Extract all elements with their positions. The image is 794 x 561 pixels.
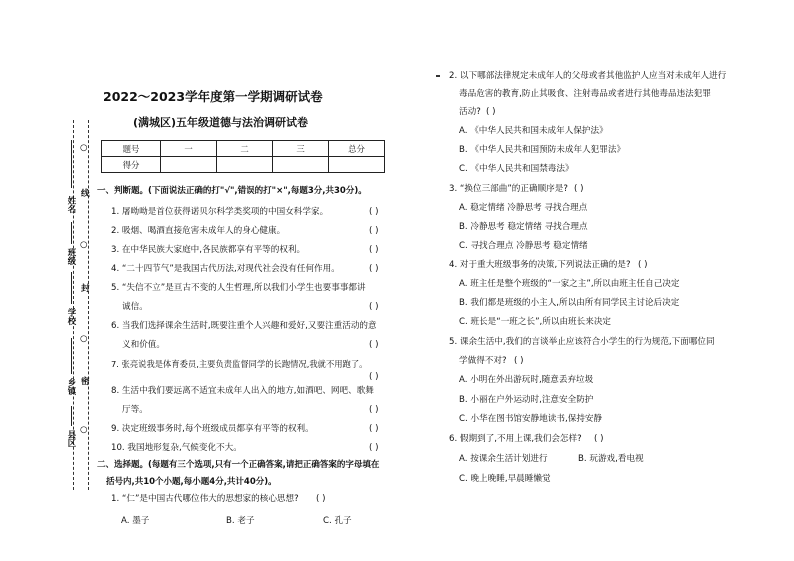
choice-q4-option-a[interactable]: A. 班主任是整个班级的“一家之主”,所以由班主任自己决定 bbox=[459, 279, 680, 289]
binding-dashed-line-inner bbox=[88, 120, 89, 490]
score-table-header: 总分 bbox=[329, 141, 385, 157]
judge-item-8: 8. 生活中我们要远离不适宜未成年人出入的地方,如酒吧、网吧、歌舞 bbox=[111, 386, 374, 396]
choice-q1-option-c[interactable]: C. 孔子 bbox=[323, 516, 352, 526]
answer-paren-3[interactable]: ( ) bbox=[369, 245, 379, 255]
answer-paren-4[interactable]: ( ) bbox=[369, 264, 379, 274]
score-table-header: 二 bbox=[217, 141, 273, 157]
binding-circle-1: ○ bbox=[80, 143, 88, 153]
section2-heading-cont: 括号内,共10个小题,每小题4分,共计40分)。 bbox=[106, 477, 277, 487]
binding-label-school: 学校 bbox=[67, 308, 77, 325]
choice-q5-option-b[interactable]: B. 小丽在户外运动时,注意安全防护 bbox=[459, 395, 594, 405]
judge-item-6: 6. 当我们选择课余生活时,既要注重个人兴趣和爱好,又要注重活动的意 bbox=[111, 321, 377, 331]
answer-paren-7[interactable]: ( ) bbox=[369, 372, 379, 382]
binding-symbol-line: 线 bbox=[81, 189, 90, 199]
name-fill-line bbox=[71, 140, 72, 188]
choice-q3-option-b[interactable]: B. 冷静思考 稳定情绪 寻找合理点 bbox=[459, 222, 588, 232]
answer-paren-8[interactable]: ( ) bbox=[369, 405, 379, 415]
choice-q3-paren[interactable]: ( ) bbox=[574, 184, 584, 194]
school-fill-line bbox=[71, 272, 72, 304]
score-cell[interactable] bbox=[273, 157, 329, 173]
score-table bbox=[101, 140, 385, 173]
answer-paren-10[interactable]: ( ) bbox=[369, 443, 379, 453]
choice-q5: 5. 课余生活中,我们的言谈举止应该符合小学生的行为规范,下面哪位同 bbox=[449, 337, 715, 347]
choice-q1-option-b[interactable]: B. 老子 bbox=[226, 516, 255, 526]
class-fill-line bbox=[71, 222, 72, 244]
judge-item-7: 7. 张亮说我是体育委员,主要负责监督同学的长跑情况,我就不用跑了。 bbox=[111, 359, 368, 369]
judge-item-9: 9. 决定班级事务时,每个班级成员都享有平等的权利。 bbox=[111, 424, 314, 434]
judge-item-5: 5. “失信不立”是亘古不变的人生哲理,所以我们小学生也要事事都讲 bbox=[111, 283, 366, 293]
judge-item-3: 3. 在中华民族大家庭中,各民族都享有平等的权利。 bbox=[111, 245, 306, 255]
choice-q1: 1. “仁”是中国古代哪位伟大的思想家的核心思想? bbox=[111, 494, 299, 504]
binding-circle-2: ○ bbox=[80, 240, 88, 250]
score-row-label: 得分 bbox=[102, 157, 161, 173]
score-cell[interactable] bbox=[329, 157, 385, 173]
score-table-header-row bbox=[102, 141, 385, 157]
judge-item-2: 2. 吸烟、喝酒直接危害未成年人的身心健康。 bbox=[111, 226, 286, 236]
choice-q5-option-c[interactable]: C. 小华在图书馆安静地读书,保持安静 bbox=[459, 414, 603, 424]
choice-q3: 3. “换位三部曲”的正确顺序是? bbox=[449, 184, 568, 194]
judge-item-4: 4. “二十四节气”是我国古代历法,对现代社会没有任何作用。 bbox=[111, 264, 340, 274]
choice-q6: 6. 假期到了,不用上课,我们会怎样? bbox=[449, 434, 582, 444]
binding-label-name: 姓名 bbox=[67, 196, 77, 213]
answer-paren-2[interactable]: ( ) bbox=[369, 226, 379, 236]
scan-mark bbox=[436, 75, 440, 77]
answer-paren-1[interactable]: ( ) bbox=[369, 207, 379, 217]
answer-paren-5[interactable]: ( ) bbox=[369, 302, 379, 312]
binding-label-class: 班级 bbox=[67, 248, 77, 265]
judge-item-1: 1. 屠呦呦是首位获得诺贝尔科学类奖项的中国女科学家。 bbox=[111, 207, 329, 217]
choice-q1-paren[interactable]: ( ) bbox=[316, 494, 326, 504]
choice-q4: 4. 对于重大班级事务的决策,下列说法正确的是? bbox=[449, 260, 631, 270]
answer-paren-6[interactable]: ( ) bbox=[369, 340, 379, 350]
choice-q2-cont-1: 毒品危害的教育,防止其吸食、注射毒品或者进行其他毒品违法犯罪 bbox=[459, 89, 711, 99]
score-table-header: 一 bbox=[161, 141, 217, 157]
binding-label-town: 乡镇 bbox=[67, 378, 77, 395]
binding-label-county: 县区 bbox=[67, 430, 77, 447]
binding-circle-4: ○ bbox=[80, 425, 88, 435]
choice-q2-paren[interactable]: ( ) bbox=[486, 107, 496, 117]
county-fill-line bbox=[71, 406, 72, 426]
judge-item-6-cont: 义和价值。 bbox=[122, 340, 165, 350]
answer-paren-9[interactable]: ( ) bbox=[369, 424, 379, 434]
score-table-score-row bbox=[102, 157, 385, 173]
choice-q3-option-c[interactable]: C. 寻找合理点 冷静思考 稳定情绪 bbox=[459, 241, 588, 251]
town-fill-line bbox=[71, 338, 72, 374]
choice-q2: 2. 以下哪部法律规定未成年人的父母或者其他监护人应当对未成年人进行 bbox=[449, 71, 727, 81]
choice-q1-option-a[interactable]: A. 墨子 bbox=[121, 516, 150, 526]
choice-q2-option-c[interactable]: C. 《中华人民共和国禁毒法》 bbox=[459, 164, 574, 174]
choice-q3-option-a[interactable]: A. 稳定情绪 冷静思考 寻找合理点 bbox=[459, 203, 588, 213]
choice-q4-option-c[interactable]: C. 班长是“一班之长”,所以由班长来决定 bbox=[459, 317, 612, 327]
choice-q6-option-b[interactable]: B. 玩游戏,看电视 bbox=[578, 454, 644, 464]
choice-q2-option-b[interactable]: B. 《中华人民共和国预防未成年人犯罪法》 bbox=[459, 145, 626, 155]
binding-symbol-secret: 密 bbox=[81, 377, 90, 387]
choice-q2-cont-2: 活动? bbox=[459, 107, 481, 117]
choice-q5-option-a[interactable]: A. 小明在外出游玩时,随意丢弃垃圾 bbox=[459, 375, 594, 385]
choice-q4-paren[interactable]: ( ) bbox=[638, 260, 648, 270]
score-table-header: 三 bbox=[273, 141, 329, 157]
score-cell[interactable] bbox=[217, 157, 273, 173]
choice-q5-paren[interactable]: ( ) bbox=[514, 356, 524, 366]
score-table-header: 题号 bbox=[102, 141, 161, 157]
section1-heading: 一、判断题。(下面说法正确的打"√",错误的打"×",每题3分,共30分)。 bbox=[97, 186, 367, 196]
binding-circle-3: ○ bbox=[80, 334, 88, 344]
exam-subtitle: (满城区)五年级道德与法治调研试卷 bbox=[133, 116, 309, 129]
choice-q4-option-b[interactable]: B. 我们都是班级的小主人,所以由所有同学民主讨论后决定 bbox=[459, 298, 680, 308]
choice-q5-cont: 学做得不对? bbox=[459, 356, 507, 366]
choice-q2-option-a[interactable]: A. 《中华人民共和国未成年人保护法》 bbox=[459, 126, 608, 136]
binding-symbol-seal: 封 bbox=[81, 284, 90, 294]
judge-item-10: 10. 我国地形复杂,气候变化不大。 bbox=[111, 443, 242, 453]
judge-item-5-cont: 诚信。 bbox=[122, 302, 148, 312]
choice-q6-paren[interactable]: ( ) bbox=[594, 434, 604, 444]
choice-q6-option-c[interactable]: C. 晚上晚睡,早晨睡懒觉 bbox=[459, 474, 551, 484]
score-cell[interactable] bbox=[161, 157, 217, 173]
choice-q6-option-a[interactable]: A. 按课余生活计划进行 bbox=[459, 454, 548, 464]
exam-title: 2022～2023学年度第一学期调研试卷 bbox=[103, 89, 323, 104]
judge-item-8-cont: 厅等。 bbox=[122, 405, 148, 415]
section2-heading: 二、选择题。(每题有三个选项,只有一个正确答案,请把正确答案的字母填在 bbox=[97, 460, 380, 470]
